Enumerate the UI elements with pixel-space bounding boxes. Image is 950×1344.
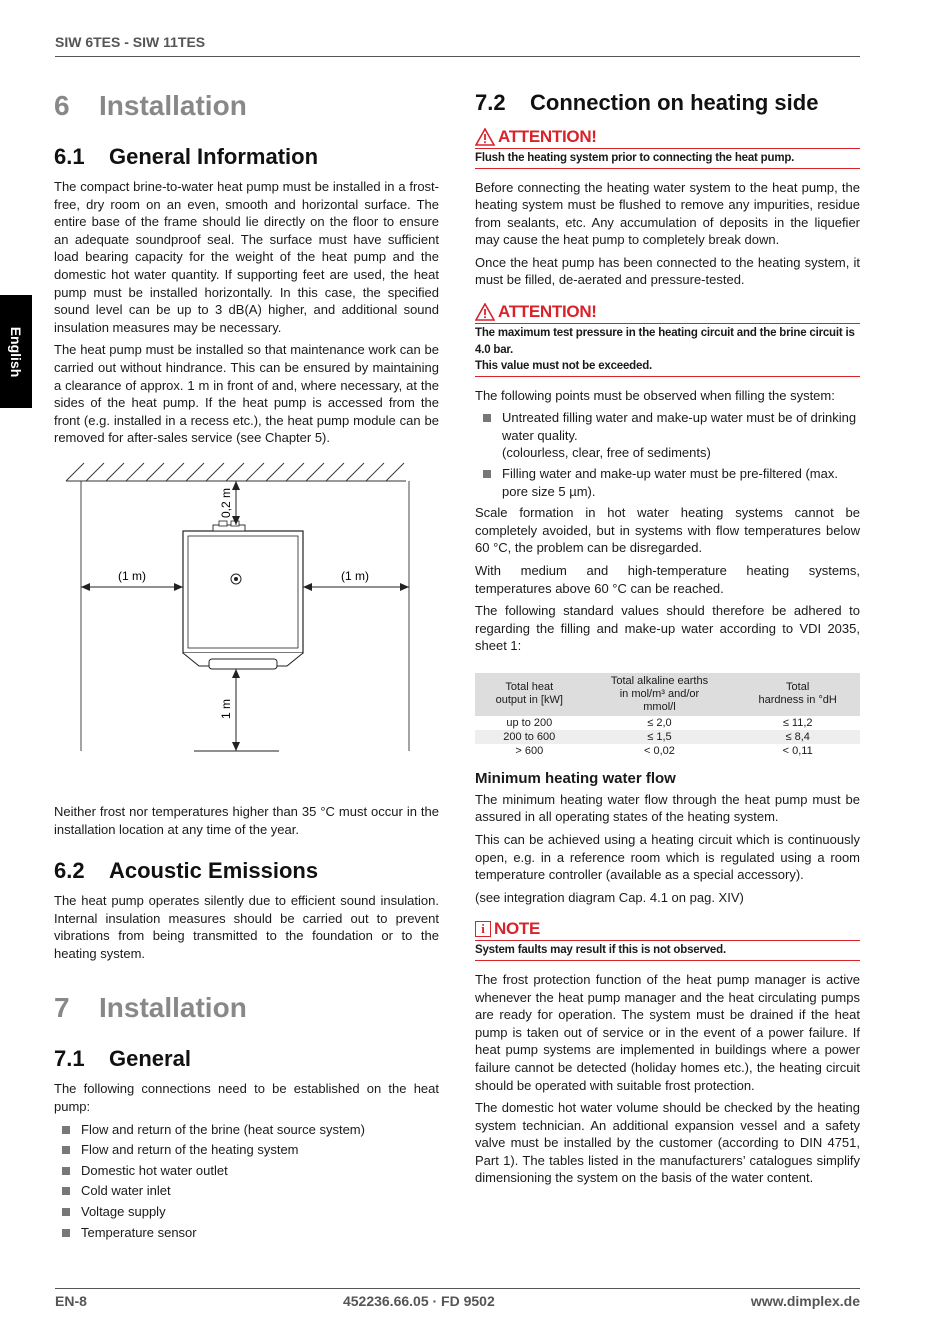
table-cell: < 0,02 bbox=[644, 744, 675, 757]
paragraph: The frost protection function of the heat pump manager is active whenever the heat pump manager and the heat circulating pumps are ready for operation. The system must be drained if the heat pump is taken out of service or in the event of a power failure. If heat pump systems are implemented in buildings where a power failure cannot be detected (holiday homes etc.), the heating circuit should be operated with suitable frost protection. bbox=[475, 971, 860, 1093]
water-quality-table bbox=[475, 673, 860, 758]
right-column bbox=[475, 90, 860, 1192]
list-item: Domestic hot water outlet bbox=[54, 1162, 439, 1180]
filling-requirements-list bbox=[475, 409, 860, 500]
section-number: 6.2 bbox=[54, 858, 85, 884]
header-line: Total heat bbox=[505, 681, 554, 694]
section-6-1-heading bbox=[54, 144, 439, 170]
attention-box bbox=[475, 126, 860, 169]
clearance-left-label: (1 m) bbox=[118, 568, 146, 583]
clearance-top-label: 0,2 m bbox=[219, 487, 233, 518]
paragraph: The following connections need to be established on the heat pump: bbox=[54, 1081, 439, 1115]
table-cell: up to 200 bbox=[506, 716, 553, 729]
installation-clearance-diagram bbox=[54, 461, 439, 791]
table-row bbox=[475, 744, 860, 758]
info-icon: i bbox=[475, 921, 491, 937]
attention-box bbox=[475, 301, 860, 377]
header-line: in mol/m³ and/or bbox=[619, 687, 700, 700]
note-body bbox=[475, 941, 860, 961]
left-column bbox=[54, 90, 439, 1245]
connections-list bbox=[54, 1121, 439, 1242]
paragraph: (see integration diagram Cap. 4.1 on pag. XIV) bbox=[475, 889, 744, 905]
table-header-row bbox=[475, 673, 860, 716]
chapter-number: 6 bbox=[54, 90, 70, 121]
list-item: Temperature sensor bbox=[54, 1224, 439, 1242]
warning-icon bbox=[475, 303, 495, 321]
section-6-2-heading bbox=[54, 858, 439, 884]
page-footer bbox=[55, 1288, 860, 1309]
subheading: Minimum heating water flow bbox=[475, 769, 676, 787]
section-title: General bbox=[109, 1046, 191, 1072]
paragraph: The domestic hot water volume should be checked by the heating system technician. An additional expansion vessel and a safety valve must be installed by the customer (according to DIN 4751, Part 1). The tables listed in the manufacturers’ catalogues simplify dimensioning the system on the basis of the water content. bbox=[475, 1100, 860, 1186]
paragraph: Scale formation in hot water heating systems cannot be completely avoided, but in systems with flow temperatures below 60 °C, the problem can be disregarded. bbox=[475, 505, 860, 556]
attention-title: ATTENTION! bbox=[498, 127, 597, 146]
paragraph: Neither frost nor temperatures higher than 35 °C must occur in the installation location at any time of the year. bbox=[54, 803, 439, 837]
note-text: System faults may result if this is not observed. bbox=[475, 944, 726, 957]
paragraph: The heat pump operates silently due to efficient sound insulation. Internal insulation measures should be carried out to prevent vibrations from being transmitted to the foundation or to the heating system. bbox=[54, 893, 439, 961]
table-header bbox=[475, 673, 584, 716]
table-cell: ≤ 2,0 bbox=[647, 716, 672, 729]
section-title: Acoustic Emissions bbox=[109, 858, 319, 884]
language-tab-label: English bbox=[8, 326, 24, 377]
table-cell: ≤ 11,2 bbox=[782, 716, 813, 729]
table-cell: ≤ 1,5 bbox=[584, 730, 736, 744]
header-line: hardness in °dH bbox=[758, 694, 837, 707]
list-item-text: Untreated filling water and make-up water must be of drinking water quality. bbox=[502, 410, 857, 443]
table-cell: 200 to 600 bbox=[475, 730, 584, 744]
paragraph: Once the heat pump has been connected to the heating system, it must be filled, de-aerated and pressure-tested. bbox=[475, 254, 860, 288]
header-line: mmol/l bbox=[643, 700, 676, 713]
list-item bbox=[475, 409, 860, 462]
attention-text-line: 4.0 bar. bbox=[475, 343, 514, 356]
note-box bbox=[475, 918, 860, 961]
language-tab bbox=[0, 295, 32, 408]
table-header bbox=[735, 673, 860, 716]
website-link[interactable]: www.dimplex.de bbox=[750, 1293, 860, 1309]
clearance-bottom-label: 1 m bbox=[219, 698, 233, 719]
chapter-title: Installation bbox=[99, 90, 247, 121]
list-item: Flow and return of the brine (heat source system) bbox=[54, 1121, 439, 1139]
table-cell: ≤ 8,4 bbox=[735, 730, 860, 744]
paragraph: This can be achieved using a heating circuit which is continuously open, e.g. in a reference room which is regulated using a room temperature controller (available as a special accessory). bbox=[475, 832, 860, 883]
table-cell: > 600 bbox=[515, 744, 544, 757]
section-title: General Information bbox=[109, 144, 319, 169]
paragraph: The heat pump must be installed so that maintenance work can be carried out without hindrance. This can be ensured by maintaining a clearance of approx. 1 m in front of and, where necessary, at the sides of the heat pump. If the heat pump is accessed from the front (e.g. installed in a recess etc.), the heat pump module can be removed for after-sales service (see Chapter 5). bbox=[54, 342, 439, 446]
list-item: Flow and return of the heating system bbox=[54, 1141, 439, 1159]
section-number: 6.1 bbox=[54, 144, 85, 169]
table-row bbox=[475, 730, 860, 744]
table-cell: < 0,11 bbox=[782, 744, 813, 757]
table-header bbox=[584, 673, 736, 716]
list-item: Cold water inlet bbox=[54, 1182, 439, 1200]
paragraph: With medium and high-temperature heating systems, temperatures above 60 °C can be reached. bbox=[475, 562, 860, 596]
paragraph: The following points must be observed when filling the system: bbox=[475, 387, 835, 403]
paragraph: The compact brine-to-water heat pump must be installed in a frost-free, dry room on an even, smooth and horizontal surface. The entire base of the frame should lie directly on the floor to ensure an adequate soundproof seal. The surface must have sufficient load bearing capacity for the weight of the heat pump and the domestic hot water quantity. If supporting feet are used, the heat pump must be installed horizontally. In this case, the specified sound level can be up to 3 dB(A) higher, and additional sound insulation measures may be necessary. bbox=[54, 179, 439, 335]
attention-body bbox=[475, 149, 860, 169]
attention-text: Flush the heating system prior to connecting the heat pump. bbox=[475, 152, 795, 164]
note-title: NOTE bbox=[494, 919, 541, 939]
paragraph: The following standard values should therefore be adhered to regarding the filling and make-up water according to VDI 2035, sheet 1: bbox=[475, 603, 860, 654]
chapter-number: 7 bbox=[54, 992, 70, 1024]
list-item-subtext: (colourless, clear, free of sediments) bbox=[502, 445, 711, 461]
chapter-6-heading bbox=[54, 90, 439, 126]
document-number: 452236.66.05 · FD 9502 bbox=[342, 1293, 495, 1309]
list-item: Voltage supply bbox=[54, 1203, 439, 1221]
page-header bbox=[55, 34, 860, 57]
attention-body bbox=[475, 324, 860, 377]
paragraph: The minimum heating water flow through the heat pump must be assured in all operating states of the heating system. bbox=[475, 791, 860, 825]
paragraph: Before connecting the heating water system to the heat pump, the heating system must be flushed to remove any impurities, residue from sealants, etc. Any accumulation of deposits in the liquefier may cause the heat pump to completely break down. bbox=[475, 179, 860, 248]
section-title: Connection on heating side bbox=[530, 90, 819, 115]
section-7-1-heading bbox=[54, 1046, 439, 1072]
attention-text-line: The maximum test pressure in the heating circuit and the brine circuit is bbox=[475, 327, 855, 340]
attention-header bbox=[475, 301, 860, 324]
table-row bbox=[475, 716, 860, 730]
section-7-2-heading bbox=[475, 90, 860, 116]
section-number: 7.1 bbox=[54, 1046, 85, 1072]
attention-text-line: This value must not be exceeded. bbox=[475, 360, 653, 373]
attention-title: ATTENTION! bbox=[498, 302, 597, 322]
page-number: EN-8 bbox=[55, 1293, 87, 1309]
attention-header bbox=[475, 126, 860, 149]
section-number: 7.2 bbox=[475, 90, 506, 115]
list-item: Filling water and make-up water must be pre-filtered (max. pore size 5 µm). bbox=[475, 465, 860, 500]
chapter-7-heading bbox=[54, 992, 439, 1028]
header-line: output in [kW] bbox=[495, 694, 563, 707]
chapter-title: Installation bbox=[99, 992, 247, 1024]
header-title: SIW 6TES - SIW 11TES bbox=[55, 34, 206, 50]
clearance-right-label: (1 m) bbox=[341, 568, 369, 583]
note-header bbox=[475, 918, 860, 941]
header-line: Total alkaline earths bbox=[610, 674, 709, 687]
clearance-diagram-svg bbox=[54, 461, 439, 791]
warning-icon bbox=[475, 128, 495, 146]
header-line: Total bbox=[786, 681, 810, 694]
